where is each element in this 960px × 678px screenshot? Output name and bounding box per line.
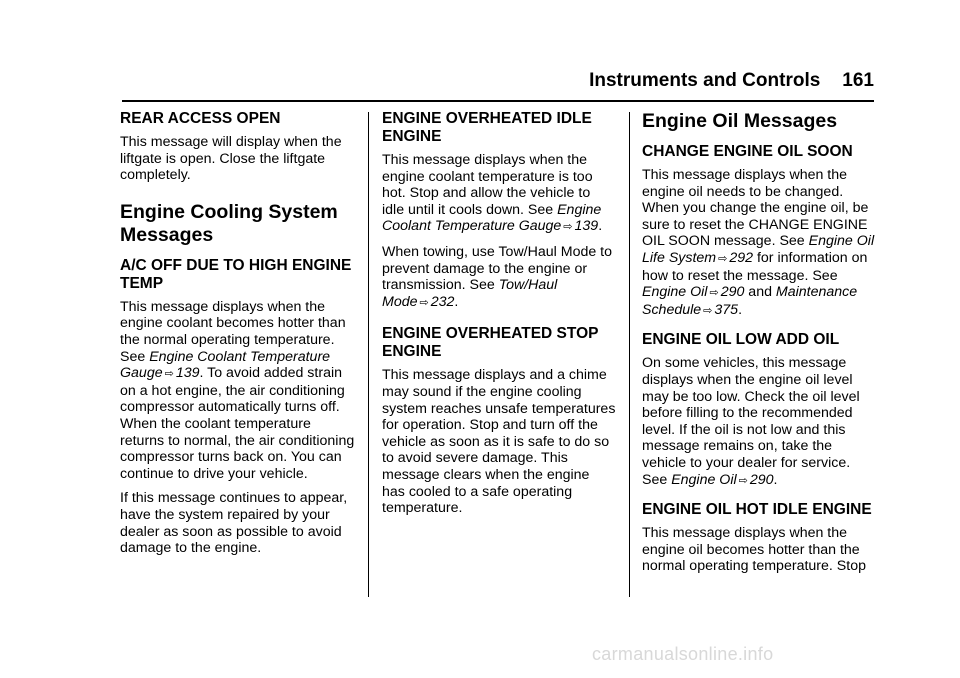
column-divider-1 (368, 112, 369, 597)
page-ref-number[interactable]: 139 (574, 218, 599, 235)
page-ref-number[interactable]: 139 (175, 365, 200, 382)
text: and (744, 284, 776, 301)
text: When towing, use Tow/Haul Mode to prevent damage to the engine or transmission. See (382, 243, 613, 294)
header-text (589, 70, 874, 92)
text: On some vehicles, this message displays when the engine oil level may be too low. Check the oil level before filling to the recommended level. If the oil is not low and this message remains on, take the vehicle to your dealer for service. See (642, 355, 860, 488)
paragraph-oil-low (642, 355, 878, 489)
page-ref-arrow-icon: ⇨ (563, 221, 573, 234)
heading-engine-cooling-messages: Engine Cooling System Messages (120, 200, 338, 246)
page-ref-arrow-icon: ⇨ (738, 474, 748, 487)
text: This message displays when the engine coolant becomes hotter than the normal operating temperature. See (120, 298, 346, 365)
column-1 (120, 110, 356, 565)
page-ref-number[interactable]: 375 (714, 301, 739, 318)
paragraph-ac-off-2: If this message continues to appear, have the system repaired by your dealer as soon as possible to avoid damage to the engine. (120, 490, 348, 557)
page-ref-arrow-icon: ⇨ (709, 287, 719, 300)
heading-rear-access-open: REAR ACCESS OPEN (120, 110, 281, 127)
page-header (122, 70, 874, 102)
heading-engine-oil-hot: ENGINE OIL HOT IDLE ENGINE (642, 501, 872, 519)
link-engine-oil[interactable]: Engine Oil (671, 471, 737, 488)
page-ref-arrow-icon: ⇨ (703, 304, 713, 317)
paragraph-overheated-idle-2 (382, 244, 616, 311)
paragraph-oil-hot: This message displays when the engine oil becomes hotter than the normal operating temperature. Stop (642, 525, 866, 575)
text: . (598, 218, 603, 235)
link-tow-haul-mode[interactable]: Tow/Haul Mode (382, 277, 558, 310)
text: This message displays when the engine coolant temperature is too hot. Stop and allow the vehicle to idle until it cools down. See (382, 152, 593, 218)
page-ref-arrow-icon: ⇨ (718, 252, 728, 265)
link-engine-oil[interactable]: Engine Oil (642, 284, 708, 301)
heading-engine-overheated-idle: ENGINE OVERHEATED IDLE ENGINE (382, 110, 592, 145)
heading-engine-oil-low: ENGINE OIL LOW ADD OIL (642, 331, 840, 349)
paragraph-change-oil (642, 167, 878, 319)
section-title: Instruments and Controls (589, 70, 821, 91)
text: . (454, 293, 459, 310)
heading-engine-overheated-stop: ENGINE OVERHEATED STOP ENGINE (382, 325, 599, 361)
watermark: carmanualsonline.info (592, 644, 774, 664)
text: . (773, 471, 778, 488)
page-ref-number[interactable]: 292 (729, 249, 754, 266)
column-3 (642, 110, 878, 583)
page-ref-number[interactable]: 290 (720, 284, 745, 301)
text: . To avoid added strain on a hot engine, the air conditioning compressor automatically turns off. When the coolant temperature returns to normal, the air conditioning compressor turns back on. You can continue to drive your vehicle. (120, 365, 355, 482)
link-engine-coolant-gauge[interactable]: Engine Coolant Temperature Gauge (120, 348, 331, 382)
heading-engine-oil-messages: Engine Oil Messages (642, 110, 838, 132)
link-engine-coolant-gauge[interactable]: Engine Coolant Temperature Gauge (382, 201, 602, 235)
paragraph-overheated-stop: This message displays and a chime may sound if the engine cooling system reaches unsafe temperatures for operation. Stop and turn off the vehicle as soon as it is safe to do so to avoid severe damage. This message clears when the engine has cooled to a safe operating temperature. (382, 367, 616, 517)
text: This message displays when the engine oil needs to be changed. When you change the engine oil, be sure to reset the CHANGE ENGINE OIL SOON message. See (642, 167, 869, 250)
text: for information on how to reset the message. See (642, 249, 868, 284)
paragraph-rear-access: This message will display when the liftgate is open. Close the liftgate completely. (120, 134, 342, 184)
page-ref-arrow-icon: ⇨ (419, 296, 429, 309)
column-2 (382, 110, 616, 525)
column-divider-2 (629, 112, 630, 597)
page-ref-number[interactable]: 232 (430, 293, 455, 310)
heading-change-engine-oil-soon: CHANGE ENGINE OIL SOON (642, 143, 853, 160)
link-engine-oil-life-system[interactable]: Engine Oil Life System (642, 233, 875, 266)
heading-ac-off: A/C OFF DUE TO HIGH ENGINE TEMP (120, 256, 352, 292)
page-ref-number[interactable]: 290 (749, 471, 774, 488)
text: . (738, 301, 743, 318)
page-number: 161 (842, 70, 874, 91)
paragraph-overheated-idle-1 (382, 152, 616, 236)
paragraph-ac-off-1 (120, 299, 356, 483)
page-ref-arrow-icon: ⇨ (164, 368, 174, 381)
link-maintenance-schedule[interactable]: Maintenance Schedule (642, 284, 858, 318)
